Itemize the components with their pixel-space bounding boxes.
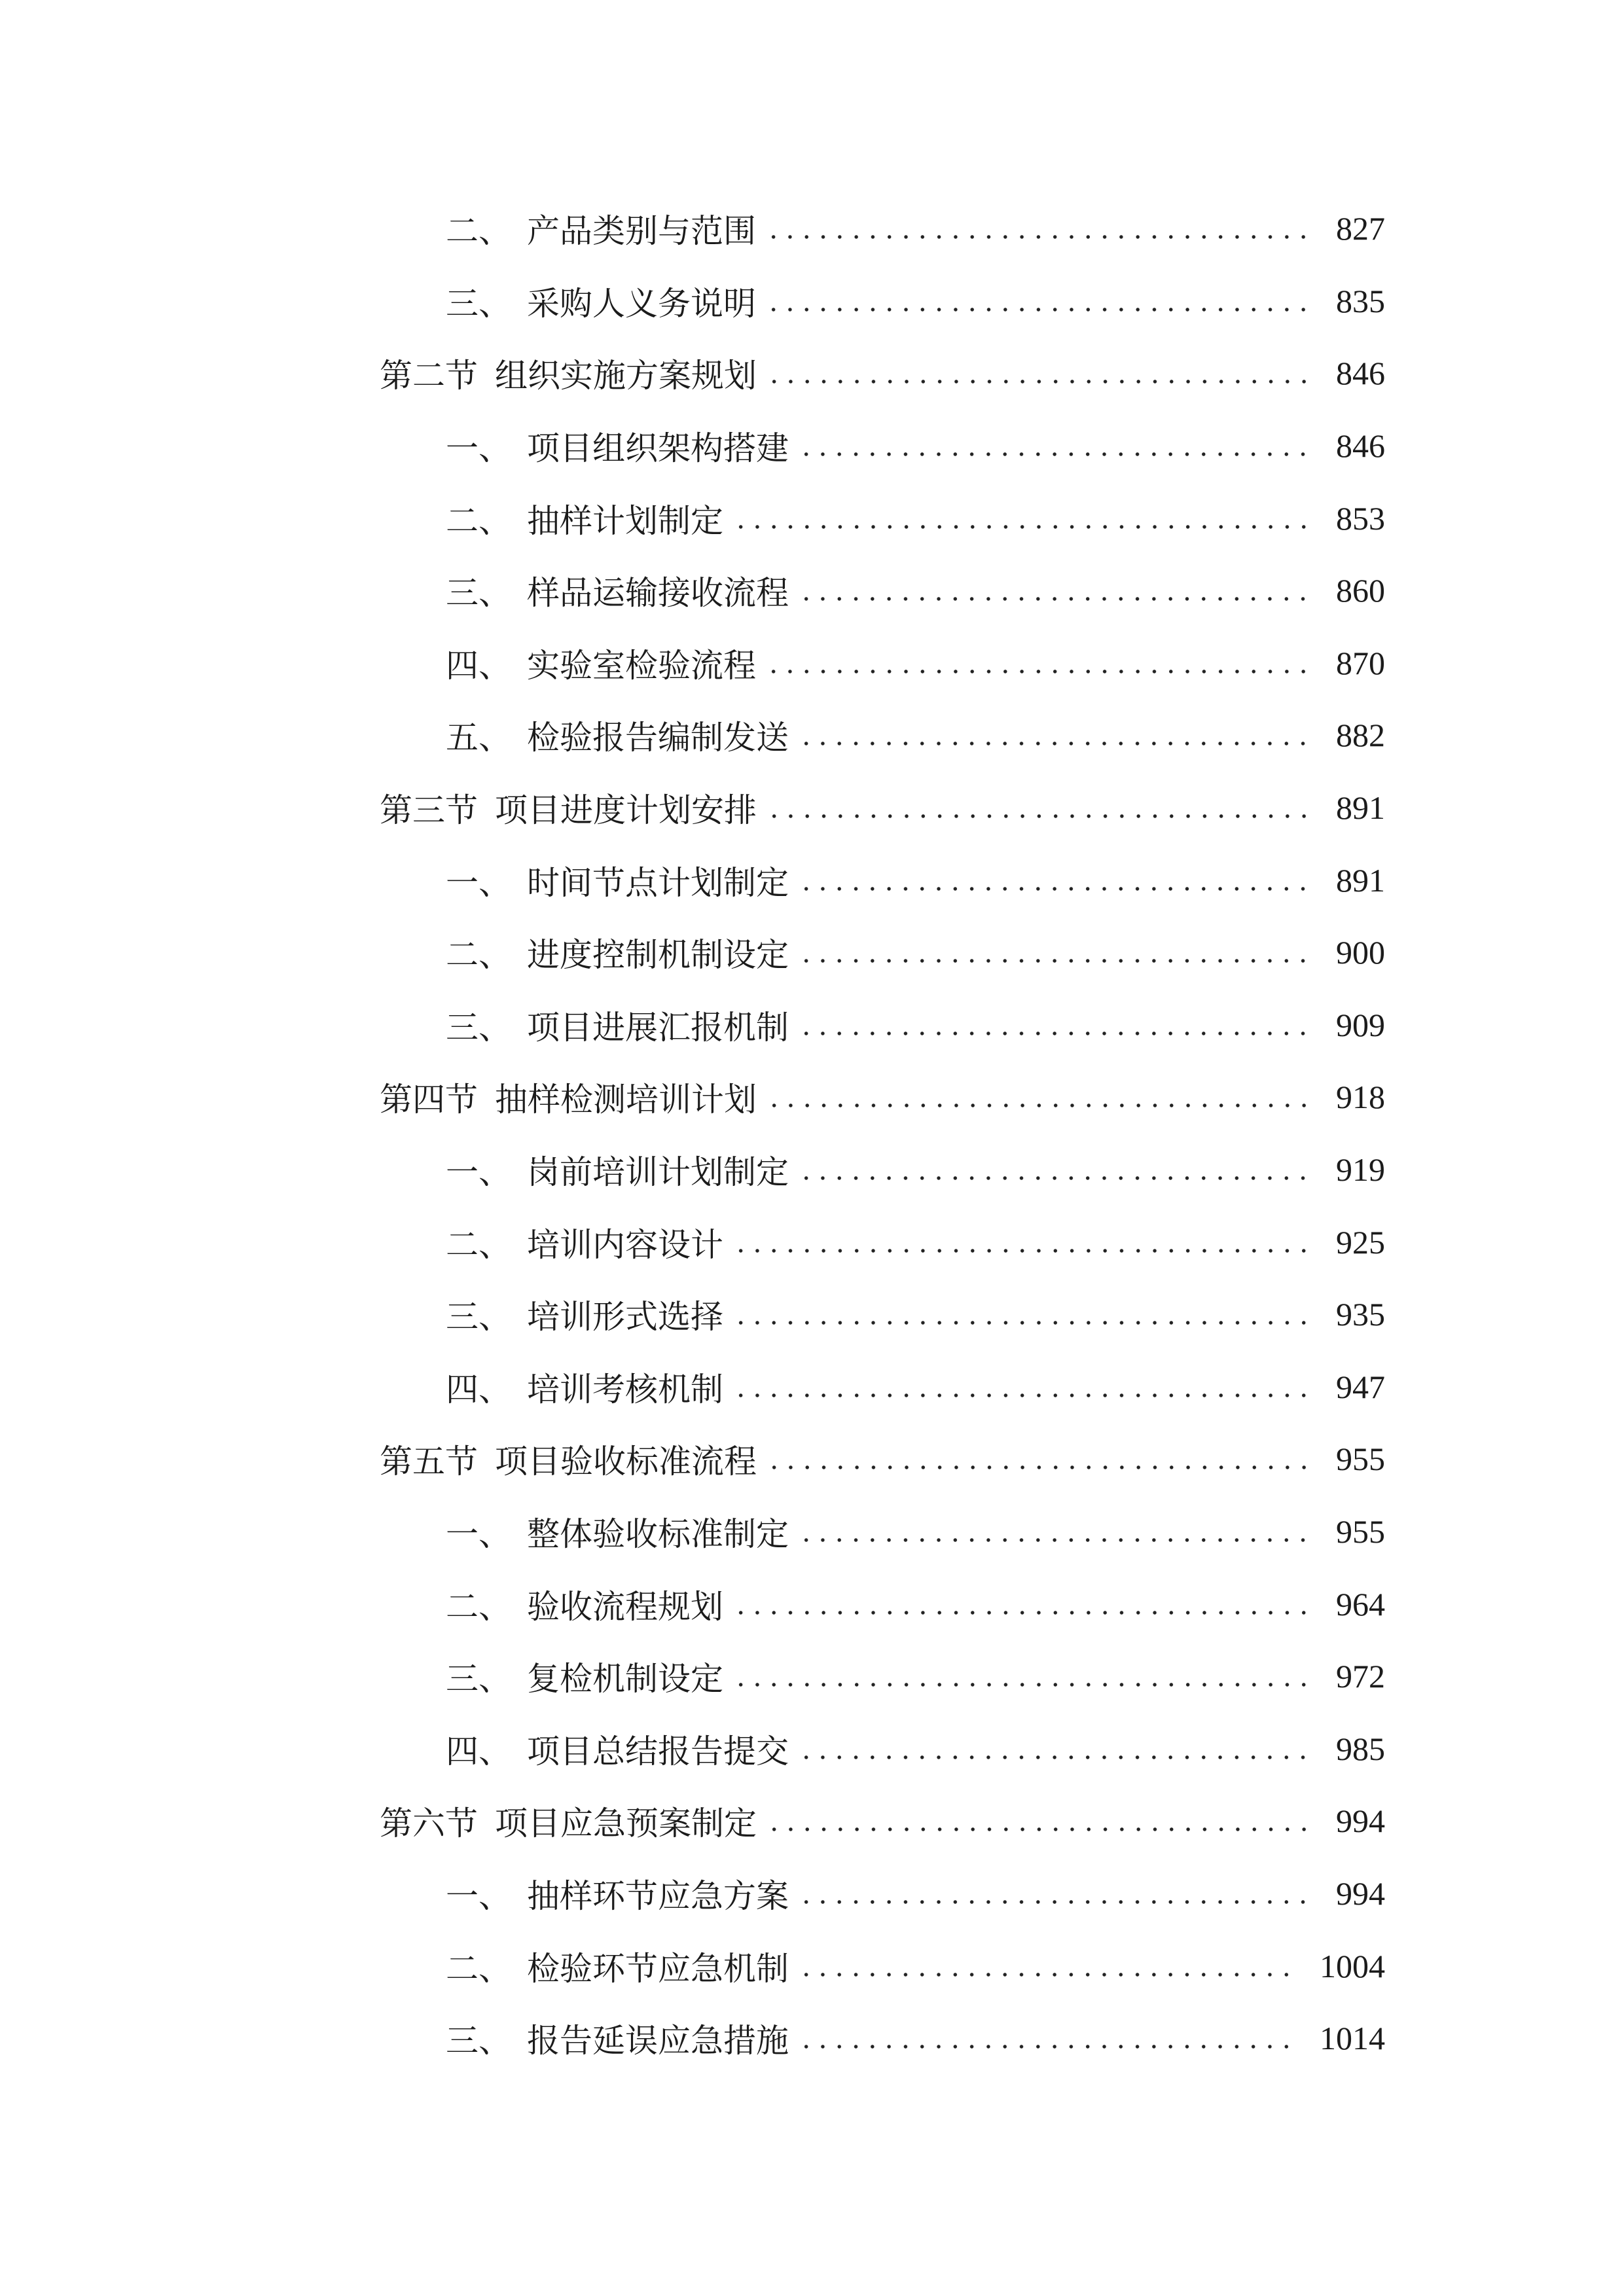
entry-page-number: 1004 bbox=[1320, 1947, 1385, 1984]
entry-number: 三、 bbox=[446, 1008, 511, 1047]
entry-page-number: 994 bbox=[1336, 1803, 1385, 1840]
toc-section-entry bbox=[0, 337, 1624, 410]
dot-leader bbox=[798, 1520, 1316, 1543]
dot-leader bbox=[765, 290, 1316, 312]
entry-title: 报告延误应急措施 bbox=[527, 2022, 789, 2060]
dot-leader bbox=[732, 1231, 1316, 1253]
toc-subsection-entry bbox=[0, 1929, 1624, 2002]
entry-page-number: 909 bbox=[1336, 1006, 1385, 1043]
entry-page-number: 955 bbox=[1336, 1513, 1385, 1550]
entry-page-number: 860 bbox=[1336, 572, 1385, 609]
dot-leader bbox=[766, 1448, 1316, 1470]
entry-number: 三、 bbox=[446, 284, 511, 323]
dot-leader bbox=[766, 1810, 1316, 1832]
entry-page-number: 972 bbox=[1336, 1658, 1385, 1695]
dot-leader bbox=[765, 217, 1316, 240]
section-title: 项目应急预案制定 bbox=[495, 1804, 757, 1843]
dot-leader bbox=[798, 724, 1316, 746]
toc-subsection-entry bbox=[0, 1712, 1624, 1785]
entry-title: 培训考核机制 bbox=[527, 1370, 723, 1408]
entry-page-number: 1014 bbox=[1320, 2020, 1385, 2057]
dot-leader bbox=[798, 1738, 1316, 1760]
entry-title: 岗前培训计划制定 bbox=[527, 1153, 789, 1192]
entry-number: 二、 bbox=[446, 501, 511, 540]
toc-section-entry bbox=[0, 1061, 1624, 1134]
table-of-contents bbox=[0, 192, 1624, 2074]
toc-subsection-entry bbox=[0, 1351, 1624, 1424]
toc-subsection-entry bbox=[0, 699, 1624, 772]
toc-subsection-entry bbox=[0, 627, 1624, 700]
toc-subsection-entry bbox=[0, 1640, 1624, 1713]
entry-title: 项目进展汇报机制 bbox=[527, 1008, 789, 1047]
dot-leader bbox=[765, 652, 1316, 674]
toc-section-entry bbox=[0, 772, 1624, 844]
section-title: 项目验收标准流程 bbox=[495, 1443, 757, 1481]
toc-subsection-entry bbox=[0, 265, 1624, 338]
entry-title: 培训形式选择 bbox=[527, 1298, 723, 1336]
dot-leader bbox=[732, 507, 1316, 529]
dot-leader bbox=[798, 1882, 1316, 1905]
entry-title: 样品运输接收流程 bbox=[527, 574, 789, 613]
entry-title: 复检机制设定 bbox=[527, 1660, 723, 1698]
dot-leader bbox=[732, 1593, 1316, 1615]
dot-leader bbox=[798, 1014, 1316, 1036]
section-number: 第六节 bbox=[380, 1804, 478, 1843]
entry-number: 四、 bbox=[446, 1370, 511, 1408]
toc-subsection-entry bbox=[0, 1206, 1624, 1278]
entry-number: 一、 bbox=[446, 1515, 511, 1553]
entry-number: 四、 bbox=[446, 646, 511, 685]
entry-title: 检验报告编制发送 bbox=[527, 719, 789, 757]
entry-number: 二、 bbox=[446, 1225, 511, 1264]
dot-leader bbox=[798, 1955, 1300, 1977]
entry-page-number: 964 bbox=[1336, 1585, 1385, 1623]
toc-subsection-entry bbox=[0, 844, 1624, 916]
entry-number: 四、 bbox=[446, 1732, 511, 1770]
entry-number: 一、 bbox=[446, 429, 511, 468]
toc-subsection-entry bbox=[0, 554, 1624, 627]
entry-number: 一、 bbox=[446, 1876, 511, 1915]
entry-title: 培训内容设计 bbox=[527, 1225, 723, 1264]
entry-title: 产品类别与范围 bbox=[527, 212, 756, 251]
dot-leader bbox=[798, 869, 1316, 891]
entry-page-number: 882 bbox=[1336, 717, 1385, 754]
entry-page-number: 900 bbox=[1336, 934, 1385, 971]
entry-number: 二、 bbox=[446, 1949, 511, 1988]
entry-title: 进度控制机制设定 bbox=[527, 936, 789, 975]
entry-number: 三、 bbox=[446, 574, 511, 613]
dot-leader bbox=[732, 1665, 1316, 1687]
toc-subsection-entry bbox=[0, 192, 1624, 265]
section-number: 第五节 bbox=[380, 1443, 478, 1481]
section-title: 抽样检测培训计划 bbox=[495, 1081, 757, 1119]
dot-leader bbox=[766, 797, 1316, 819]
toc-subsection-entry bbox=[0, 916, 1624, 989]
dot-leader bbox=[766, 362, 1316, 384]
dot-leader bbox=[766, 1086, 1316, 1108]
dot-leader bbox=[798, 1158, 1316, 1181]
entry-title: 时间节点计划制定 bbox=[527, 863, 789, 902]
entry-title: 实验室检验流程 bbox=[527, 646, 756, 685]
entry-number: 三、 bbox=[446, 2022, 511, 2060]
toc-subsection-entry bbox=[0, 2002, 1624, 2075]
entry-title: 验收流程规划 bbox=[527, 1587, 723, 1626]
entry-page-number: 935 bbox=[1336, 1296, 1385, 1333]
entry-page-number: 853 bbox=[1336, 499, 1385, 537]
toc-section-entry bbox=[0, 1423, 1624, 1496]
entry-page-number: 891 bbox=[1336, 861, 1385, 899]
dot-leader bbox=[798, 579, 1316, 601]
entry-page-number: 985 bbox=[1336, 1730, 1385, 1767]
section-title: 项目进度计划安排 bbox=[495, 791, 757, 830]
toc-subsection-entry bbox=[0, 482, 1624, 554]
dot-leader bbox=[732, 1303, 1316, 1325]
entry-title: 整体验收标准制定 bbox=[527, 1515, 789, 1553]
toc-subsection-entry bbox=[0, 410, 1624, 482]
entry-number: 二、 bbox=[446, 212, 511, 251]
section-number: 第四节 bbox=[380, 1081, 478, 1119]
entry-title: 项目组织架构搭建 bbox=[527, 429, 789, 468]
entry-title: 抽样环节应急方案 bbox=[527, 1876, 789, 1915]
entry-page-number: 891 bbox=[1336, 789, 1385, 827]
entry-title: 项目总结报告提交 bbox=[527, 1732, 789, 1770]
dot-leader bbox=[798, 941, 1316, 963]
section-number: 第三节 bbox=[380, 791, 478, 830]
toc-subsection-entry bbox=[0, 1857, 1624, 1930]
toc-subsection-entry bbox=[0, 1496, 1624, 1568]
toc-subsection-entry bbox=[0, 1134, 1624, 1206]
entry-title: 抽样计划制定 bbox=[527, 501, 723, 540]
toc-subsection-entry bbox=[0, 1278, 1624, 1351]
toc-section-entry bbox=[0, 1785, 1624, 1857]
entry-number: 一、 bbox=[446, 1153, 511, 1192]
entry-page-number: 870 bbox=[1336, 644, 1385, 681]
entry-page-number: 835 bbox=[1336, 282, 1385, 319]
toc-subsection-entry bbox=[0, 1568, 1624, 1640]
entry-number: 二、 bbox=[446, 936, 511, 975]
entry-page-number: 846 bbox=[1336, 355, 1385, 392]
entry-page-number: 925 bbox=[1336, 1223, 1385, 1261]
section-title: 组织实施方案规划 bbox=[495, 357, 757, 395]
entry-number: 一、 bbox=[446, 863, 511, 902]
entry-number: 五、 bbox=[446, 719, 511, 757]
entry-number: 二、 bbox=[446, 1587, 511, 1626]
entry-number: 三、 bbox=[446, 1298, 511, 1336]
dot-leader bbox=[798, 435, 1316, 457]
dot-leader bbox=[732, 1376, 1316, 1398]
entry-page-number: 955 bbox=[1336, 1441, 1385, 1478]
entry-title: 采购人义务说明 bbox=[527, 284, 756, 323]
entry-title: 检验环节应急机制 bbox=[527, 1949, 789, 1988]
entry-page-number: 918 bbox=[1336, 1079, 1385, 1116]
entry-number: 三、 bbox=[446, 1660, 511, 1698]
entry-page-number: 947 bbox=[1336, 1368, 1385, 1405]
entry-page-number: 846 bbox=[1336, 427, 1385, 465]
toc-subsection-entry bbox=[0, 989, 1624, 1062]
entry-page-number: 827 bbox=[1336, 210, 1385, 247]
section-number: 第二节 bbox=[380, 357, 478, 395]
entry-page-number: 994 bbox=[1336, 1874, 1385, 1912]
dot-leader bbox=[798, 2027, 1300, 2049]
entry-page-number: 919 bbox=[1336, 1151, 1385, 1189]
